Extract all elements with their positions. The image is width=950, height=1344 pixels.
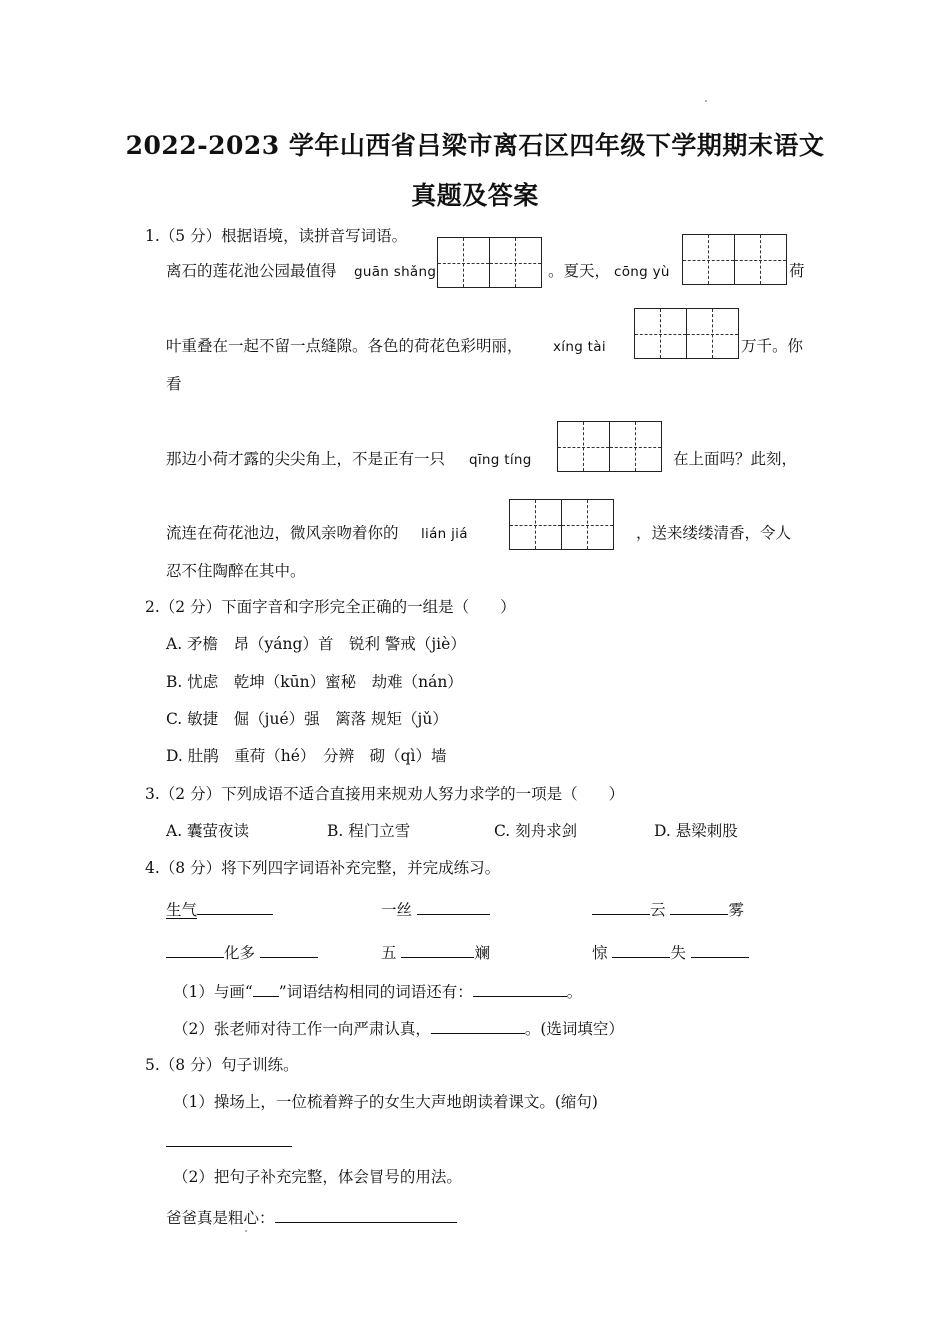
q1-line1-text-b: 。夏天， <box>548 262 611 280</box>
q1-line4-text-b: ，送来缕缕清香，令人 <box>636 524 792 542</box>
q4-sub2-text-b: 。(选词填空） <box>524 1020 624 1038</box>
q4-sub1-text-a: （1）与画“ <box>173 983 253 1001</box>
q1-line1-text-a: 离石的莲花池公园最值得 <box>166 262 337 280</box>
grid-cell[interactable] <box>610 422 662 471</box>
q4-word-7-text: 斓 <box>474 944 490 962</box>
q4-word-2-text: 一丝 <box>381 901 413 919</box>
q5-sub1: （1）操场上，一位梳着辫子的女生大声地朗读着课文。(缩句) <box>173 1093 598 1111</box>
q2-option-a[interactable]: A. 矛檐 昂（yáng）首 锐利 警戒（jiè） <box>166 635 466 653</box>
q4-word-2 <box>381 898 490 920</box>
q1-writing-grid-3[interactable] <box>634 308 739 359</box>
q4-blank[interactable] <box>691 941 749 958</box>
q2-option-d[interactable]: D. 肚鹃 重荷（hé） 分辨 砌（qì）墙 <box>166 747 447 765</box>
q4-heading: 4.（8 分）将下列四字词语补充完整，并完成练习。 <box>145 859 501 877</box>
q4-blank[interactable] <box>417 898 490 915</box>
q4-sub1-text-c: 。 <box>566 983 583 1001</box>
page-title-line2: 真题及答案 <box>411 181 539 210</box>
q4-word-1 <box>166 898 273 920</box>
q1-line4-text-a: 流连在荷花池边，微风亲吻着你的 <box>166 524 399 542</box>
q4-sub2 <box>173 1017 624 1039</box>
q4-blank[interactable] <box>166 941 224 958</box>
q4-sub2-answer-blank[interactable] <box>431 1017 525 1034</box>
q3-option-b[interactable]: B. 程门立雪 <box>327 822 411 840</box>
q4-blank[interactable] <box>260 941 318 958</box>
page-title-line1: 2022-2023 学年山西省吕梁市离石区四年级下学期期末语文 <box>125 131 825 160</box>
q4-blank[interactable] <box>612 941 670 958</box>
q1-line2-text-b: 万千。你 <box>741 337 804 355</box>
q4-word-4-text: 雾 <box>728 901 744 919</box>
q1-writing-grid-4[interactable] <box>557 421 662 472</box>
q4-word-1-text: 生气 <box>166 901 198 919</box>
q3-option-a[interactable]: A. 囊萤夜读 <box>166 822 250 840</box>
q1-line3-text-b: 在上面吗？此刻， <box>673 450 798 468</box>
q4-blank[interactable] <box>401 941 474 958</box>
q5-sub2-prompt <box>166 1206 457 1228</box>
q1-line5-text: 忍不住陶醉在其中。 <box>166 562 306 580</box>
q1-line2-text-c: 看 <box>166 375 182 393</box>
q4-sub1-answer-blank[interactable] <box>473 980 567 997</box>
q4-sub1 <box>173 980 582 1002</box>
q4-word-8-text: 惊 <box>592 944 608 962</box>
q5-sub2: （2）把句子补充完整，体会冒号的用法。 <box>173 1168 462 1186</box>
q4-sub1-underline-sample <box>253 980 279 997</box>
q4-word-6-text: 五 <box>381 944 397 962</box>
q2-option-c[interactable]: C. 敏捷 倔（jué）强 篱落 规矩（jǔ） <box>166 710 448 728</box>
grid-cell[interactable] <box>562 500 614 549</box>
q1-writing-grid-2[interactable] <box>682 234 787 285</box>
grid-cell[interactable] <box>683 235 735 284</box>
q3-option-d[interactable]: D. 悬梁刺股 <box>654 822 738 840</box>
q4-sub2-text-a: （2）张老师对待工作一向严肃认真， <box>173 1020 431 1038</box>
q4-word-8 <box>592 941 749 963</box>
q3-heading: 3.（2 分）下列成语不适合直接用来规劝人努力求学的一项是（ ） <box>145 785 625 803</box>
q4-blank[interactable] <box>197 898 273 915</box>
q4-word-3-text: 云 <box>650 901 666 919</box>
grid-cell[interactable] <box>687 309 739 358</box>
q1-writing-grid-1[interactable] <box>437 237 542 288</box>
grid-cell[interactable] <box>735 235 787 284</box>
q5-sub2-answer-blank[interactable] <box>275 1206 457 1223</box>
q4-blank[interactable] <box>670 898 728 915</box>
q1-line2-text-a: 叶重叠在一起不留一点缝隙。各色的荷花色彩明丽， <box>166 337 523 355</box>
q1-pinyin-lianjia: lián jiá <box>421 526 468 542</box>
q4-word-6 <box>381 941 490 963</box>
q5-sub2-prompt-text: 爸爸真是粗心： <box>166 1209 275 1227</box>
q1-pinyin-guanshang: guān shǎng <box>354 264 437 280</box>
q1-pinyin-qingting: qīng tíng <box>469 452 532 468</box>
q4-blank[interactable] <box>592 898 650 915</box>
q2-heading: 2.（2 分）下面字音和字形完全正确的一组是（ ） <box>145 598 516 616</box>
grid-cell[interactable] <box>558 422 610 471</box>
q1-line3-text-a: 那边小荷才露的尖尖角上，不是正有一只 <box>166 450 446 468</box>
q1-heading: 1.（5 分）根据语境，读拼音写词语。 <box>145 227 408 245</box>
q4-word-5-text: 化多 <box>224 944 256 962</box>
q5-sub1-answer-blank[interactable] <box>166 1130 292 1147</box>
q4-word-5 <box>166 941 318 963</box>
grid-cell[interactable] <box>510 500 562 549</box>
q4-sub1-text-b: ”词语结构相同的词语还有： <box>278 983 473 1001</box>
q1-pinyin-xingtai: xíng tài <box>553 339 606 355</box>
q4-word-9-text: 失 <box>670 944 686 962</box>
grid-cell[interactable] <box>490 238 542 287</box>
grid-cell[interactable] <box>635 309 687 358</box>
scan-dot <box>245 1230 247 1232</box>
q4-word-3 <box>592 898 744 920</box>
q1-pinyin-congyu: cōng yù <box>614 264 670 280</box>
q1-writing-grid-5[interactable] <box>509 499 614 550</box>
q2-option-b[interactable]: B. 忧虑 乾坤（kūn）蜜秘 劫难（nán） <box>166 673 463 691</box>
grid-cell[interactable] <box>438 238 490 287</box>
q1-line1-text-c: 荷 <box>789 262 805 280</box>
scan-dot <box>705 100 707 102</box>
q5-heading: 5.（8 分）句子训练。 <box>145 1056 299 1074</box>
q3-option-c[interactable]: C. 刻舟求剑 <box>494 822 578 840</box>
